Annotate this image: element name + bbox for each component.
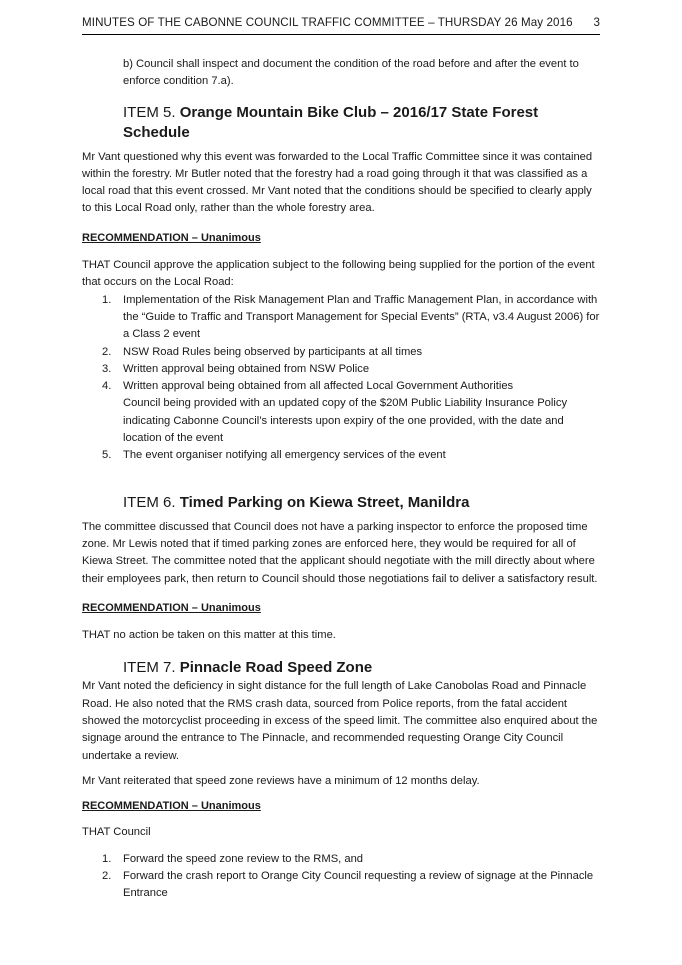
item7-title: Pinnacle Road Speed Zone: [179, 659, 373, 677]
item6-resolution: THAT no action be taken on this matter at this time.: [82, 629, 336, 642]
item6-heading: [82, 493, 602, 513]
list-marker: 1.: [102, 293, 112, 306]
list-item: [82, 395, 602, 447]
item6-recommendation-label: [82, 600, 602, 617]
item7-resolution: THAT Council: [82, 825, 151, 838]
list-item: [82, 292, 602, 344]
list-marker: 5.: [102, 449, 112, 462]
intro-paragraph: b) Council shall inspect and document the condition of the road before and after the event to enforce condition 7.a).: [123, 58, 579, 88]
item5-conditions-list: [82, 292, 602, 465]
page-number: 3: [593, 16, 600, 29]
item6-recommendation: RECOMMENDATION – Unanimous: [82, 601, 261, 614]
item6-title: Timed Parking on Kiewa Street, Manildra: [179, 493, 470, 511]
list-marker: 2.: [102, 345, 112, 358]
item7-actions-list: [82, 851, 602, 903]
list-marker: 2.: [102, 870, 112, 883]
item7-body: Mr Vant noted the deficiency in sight distance for the full length of Lake Canobolas Road and Pinnacle Road. He also noted that the RMS crash data, sourced from Police reports, from the fatal accident showed the motorcyclist proceeding in excess of the speed limit. The committee also enquired about the signage around the entrance to The Pinnacle, and recommended requesting Orange City Council undertake a review.: [82, 680, 598, 762]
list-item-text: Written approval being obtained from NSW Police: [123, 362, 370, 375]
list-item-text: Forward the speed zone review to the RMS, and: [123, 852, 364, 865]
item7-recommendation-label: [82, 798, 602, 815]
item7-body-2: Mr Vant reiterated that speed zone reviews have a minimum of 12 months delay.: [82, 774, 480, 787]
list-marker: 1.: [102, 852, 112, 865]
item5-body: Mr Vant questioned why this event was forwarded to the Local Traffic Committee since it was contained within the forestry. Mr Butler noted that the forestry had a road going through it that was classified as a local road that this event crossed. Mr Vant noted that the conditions should be specified to clearly apply to this Local Road only, rather than the whole forestry area.: [82, 150, 593, 215]
list-marker: 4.: [102, 380, 112, 393]
item7-number: ITEM 7.: [123, 659, 176, 677]
list-item-text: NSW Road Rules being observed by participants at all times: [123, 345, 423, 358]
list-item: [82, 344, 602, 361]
item5-recommendation-label: [82, 230, 602, 247]
item7-recommendation: RECOMMENDATION – Unanimous: [82, 800, 261, 813]
item5-number: ITEM 5.: [123, 103, 176, 121]
header-title: MINUTES OF THE CABONNE COUNCIL TRAFFIC COMMITTEE – THURSDAY 26 May 2016: [82, 16, 573, 29]
list-item: [82, 378, 602, 395]
list-item: [82, 868, 602, 903]
item6-number: ITEM 6.: [123, 493, 176, 511]
list-item: [82, 361, 602, 378]
item5-recommendation: RECOMMENDATION – Unanimous: [82, 231, 261, 244]
list-item-text: Forward the crash report to Orange City Council requesting a review of signage at the Pinnacle Entrance: [123, 870, 594, 900]
list-marker: 3.: [102, 362, 112, 375]
page-header: [82, 14, 600, 35]
item6-body: The committee discussed that Council does not have a parking inspector to enforce the proposed time zone. Mr Lewis noted that if timed parking zones are enforced here, they would be required for all of Kiewa Street. The committee noted that the applicant should negotiate with the mill directly about where their employees park, then return to Council should those negotiations fail to deliver a satisfactory result.: [82, 520, 598, 585]
list-item: [82, 851, 602, 868]
item7-heading: [82, 658, 602, 678]
item5-title: Orange Mountain Bike Club – 2016/17 State Forest Schedule: [123, 103, 539, 141]
document-body: [82, 56, 602, 903]
list-item-text: Implementation of the Risk Management Plan and Traffic Management Plan, in accordance with the “Guide to Traffic and Transport Management for Special Events” (RTA, v3.4 August 2006) for a Class 2 event: [123, 293, 600, 341]
list-item: [82, 447, 602, 464]
list-item-text: Council being provided with an updated copy of the $20M Public Liability Insurance Policy indicating Cabonne Council’s interests upon expiry of the one provided, with the date and location of the event: [123, 397, 568, 445]
list-item-text: The event organiser notifying all emergency services of the event: [123, 449, 446, 462]
list-item-text: Written approval being obtained from all affected Local Government Authorities: [123, 380, 514, 393]
item5-resolution: THAT Council approve the application subject to the following being supplied for the portion of the event that occurs on the Local Road:: [82, 259, 595, 289]
item5-heading: [82, 103, 602, 143]
